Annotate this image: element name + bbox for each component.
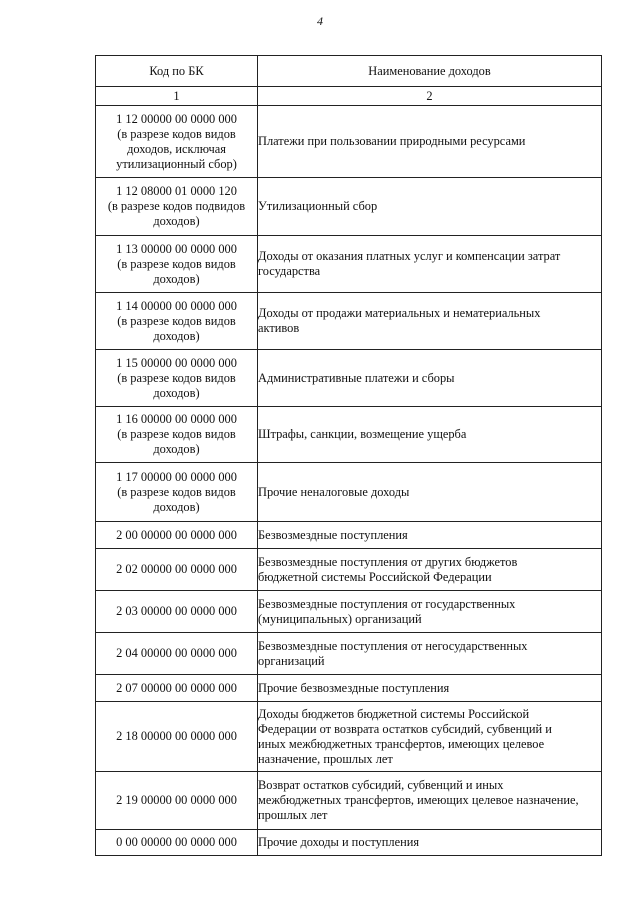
budget-code-note: доходов) — [153, 214, 200, 228]
budget-code-note: (в разрезе кодов подвидов — [107, 199, 246, 213]
budget-code-cell — [96, 702, 258, 772]
budget-code: 1 12 08000 01 0000 120 — [116, 184, 237, 198]
page-number: 4 — [317, 14, 323, 28]
income-name-cell — [258, 350, 602, 407]
budget-code: 1 13 00000 00 0000 000 — [116, 241, 237, 256]
income-name-line: Платежи при пользовании природными ресурсами — [258, 134, 526, 148]
table-row — [96, 549, 602, 591]
income-name-line: Прочие доходы и поступления — [258, 835, 420, 849]
income-name-cell — [258, 772, 602, 830]
income-name-cell — [258, 293, 602, 350]
header-code: Код по БК — [96, 56, 258, 87]
table-row — [96, 106, 602, 178]
budget-code-note: (в разрезе кодов видов — [117, 313, 236, 328]
income-codes-table — [95, 55, 602, 856]
budget-code-cell — [96, 350, 258, 407]
budget-code-note: доходов) — [153, 271, 200, 286]
budget-code: 2 18 00000 00 0000 000 — [116, 729, 237, 743]
income-name-cell — [258, 702, 602, 772]
budget-code-cell — [96, 407, 258, 463]
table-column-numbers-row — [96, 87, 602, 106]
budget-code-cell — [96, 236, 258, 293]
table-row — [96, 293, 602, 350]
budget-code-note: (в разрезе кодов видов — [117, 427, 236, 441]
budget-code: 1 12 00000 00 0000 000 — [116, 111, 237, 126]
income-name-line: Безвозмездные поступления — [258, 527, 408, 542]
table-row — [96, 772, 602, 830]
income-name-cell — [258, 549, 602, 591]
income-name-line: иных межбюджетных трансфертов, имеющих целевое — [258, 736, 545, 751]
income-name-cell — [258, 591, 602, 633]
budget-code: 1 15 00000 00 0000 000 — [116, 355, 237, 370]
budget-code-note: (в разрезе кодов видов — [117, 484, 236, 499]
budget-code: 2 00 00000 00 0000 000 — [116, 527, 237, 542]
budget-code-note: доходов) — [153, 499, 200, 514]
income-name-cell — [258, 178, 602, 236]
column-number-2: 2 — [258, 87, 602, 106]
budget-code: 2 02 00000 00 0000 000 — [116, 562, 237, 576]
budget-code-cell — [96, 549, 258, 591]
budget-code-cell — [96, 106, 258, 178]
income-name-line: Безвозмездные поступления от негосударственных — [258, 638, 528, 653]
income-name-cell — [258, 106, 602, 178]
budget-code: 2 07 00000 00 0000 000 — [116, 680, 237, 695]
income-name-cell — [258, 407, 602, 463]
budget-code-cell — [96, 633, 258, 675]
budget-code-note: (в разрезе кодов видов — [117, 370, 236, 385]
table-row — [96, 830, 602, 856]
income-name-line: Возврат остатков субсидий, субвенций и иных — [258, 778, 504, 792]
income-name-cell — [258, 236, 602, 293]
budget-code-note: (в разрезе кодов видов — [117, 126, 236, 141]
income-name-line: государства — [258, 264, 321, 278]
income-name-line: Утилизационный сбор — [258, 199, 378, 213]
income-name-line: (муниципальных) организаций — [258, 611, 422, 626]
income-name-line: Прочие неналоговые доходы — [258, 484, 410, 499]
table-row — [96, 463, 602, 522]
income-name-line: прошлых лет — [258, 808, 328, 822]
income-name-line: организаций — [258, 653, 325, 668]
income-name-line: Доходы от оказания платных услуг и компенсации затрат — [258, 249, 561, 263]
budget-code-note: утилизационный сбор) — [116, 156, 237, 171]
table-row — [96, 236, 602, 293]
budget-code: 1 17 00000 00 0000 000 — [116, 469, 237, 484]
table-row — [96, 633, 602, 675]
budget-code-note: доходов) — [153, 328, 200, 343]
budget-code: 2 04 00000 00 0000 000 — [116, 646, 237, 660]
budget-code-cell — [96, 178, 258, 236]
income-name-line: Доходы бюджетов бюджетной системы Российской — [258, 706, 530, 721]
income-name-line: назначение, прошлых лет — [258, 751, 393, 766]
budget-code-cell — [96, 463, 258, 522]
budget-code-cell — [96, 772, 258, 830]
income-name-cell — [258, 522, 602, 549]
income-name-line: бюджетной системы Российской Федерации — [258, 569, 492, 584]
income-name-cell — [258, 463, 602, 522]
budget-code-cell — [96, 293, 258, 350]
budget-code-note: доходов) — [153, 385, 200, 400]
income-name-line: межбюджетных трансфертов, имеющих целевое назначение, — [258, 793, 579, 807]
budget-code: 0 00 00000 00 0000 000 — [116, 835, 237, 849]
budget-code: 1 14 00000 00 0000 000 — [116, 298, 237, 313]
budget-code-note: доходов) — [153, 442, 200, 456]
income-name-line: Административные платежи и сборы — [258, 370, 455, 385]
budget-code: 1 16 00000 00 0000 000 — [116, 412, 237, 426]
budget-code-note: доходов, исключая — [127, 141, 226, 156]
income-name-cell — [258, 675, 602, 702]
table-header-row — [96, 56, 602, 87]
column-number-1: 1 — [96, 87, 258, 106]
table-row — [96, 407, 602, 463]
budget-code-cell — [96, 591, 258, 633]
budget-code-cell — [96, 522, 258, 549]
budget-code-cell — [96, 830, 258, 856]
budget-code-cell — [96, 675, 258, 702]
table-row — [96, 350, 602, 407]
table-row — [96, 522, 602, 549]
income-name-line: Доходы от продажи материальных и нематериальных — [258, 306, 541, 320]
income-name-line: активов — [258, 321, 300, 335]
budget-code: 2 19 00000 00 0000 000 — [116, 793, 237, 807]
income-name-line: Безвозмездные поступления от государственных — [258, 596, 516, 611]
budget-code: 2 03 00000 00 0000 000 — [116, 604, 237, 618]
income-name-line: Штрафы, санкции, возмещение ущерба — [258, 427, 467, 441]
table-row — [96, 178, 602, 236]
header-name: Наименование доходов — [258, 56, 602, 87]
table-row — [96, 702, 602, 772]
income-name-line: Прочие безвозмездные поступления — [258, 680, 450, 695]
budget-code-note: (в разрезе кодов видов — [117, 256, 236, 271]
income-name-line: Безвозмездные поступления от других бюджетов — [258, 554, 518, 569]
income-name-line: Федерации от возврата остатков субсидий, субвенций и — [258, 721, 552, 736]
income-name-cell — [258, 830, 602, 856]
table-row — [96, 591, 602, 633]
table-row — [96, 675, 602, 702]
income-name-cell — [258, 633, 602, 675]
